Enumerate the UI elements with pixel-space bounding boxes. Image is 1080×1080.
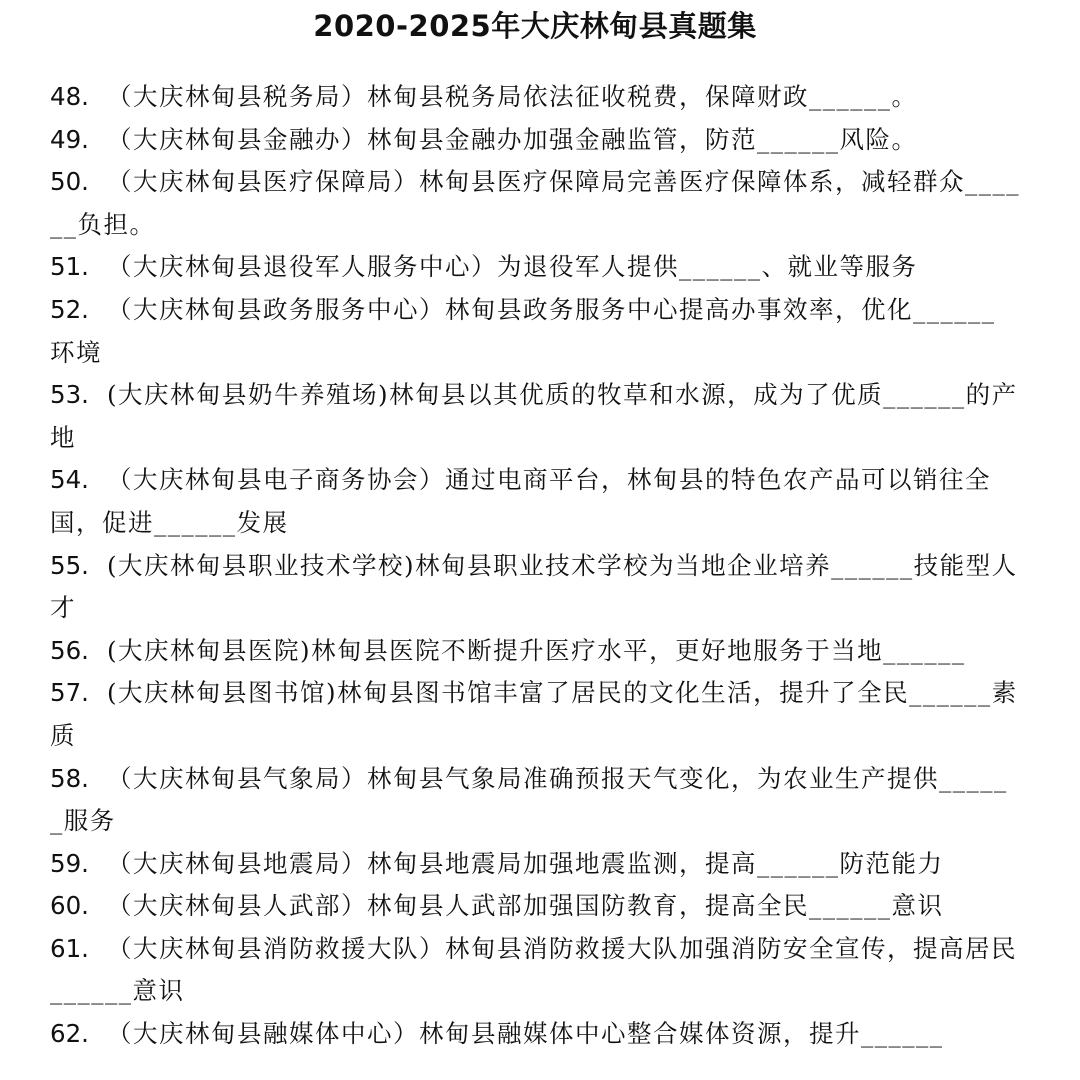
question-54 bbox=[50, 459, 1020, 544]
question-text: （大庆林甸县融媒体中心）林甸县融媒体中心整合媒体资源，提升______ bbox=[106, 1019, 944, 1049]
question-text: （大庆林甸县气象局）林甸县气象局准确预报天气变化，为农业生产提供______服务 bbox=[50, 763, 1008, 836]
question-52 bbox=[50, 289, 1020, 374]
question-number: 53. bbox=[50, 380, 89, 410]
question-49 bbox=[50, 119, 1020, 162]
question-text: (大庆林甸县职业技术学校)林甸县职业技术学校为当地企业培养______技能型人才 bbox=[50, 550, 1018, 623]
question-number: 51. bbox=[50, 252, 89, 282]
question-text: （大庆林甸县金融办）林甸县金融办加强金融监管，防范______风险。 bbox=[106, 124, 918, 154]
question-57 bbox=[50, 672, 1020, 757]
question-number: 59. bbox=[50, 848, 89, 878]
question-list bbox=[50, 76, 1020, 1056]
question-text: （大庆林甸县电子商务协会）通过电商平台，林甸县的特色农产品可以销往全国，促进______发展 bbox=[50, 465, 991, 537]
question-text: (大庆林甸县奶牛养殖场)林甸县以其优质的牧草和水源，成为了优质______的产地 bbox=[50, 380, 1018, 452]
question-51 bbox=[50, 246, 1020, 289]
question-number: 54. bbox=[50, 465, 89, 495]
question-50 bbox=[50, 161, 1020, 246]
question-text: （大庆林甸县地震局）林甸县地震局加强地震监测，提高______防范能力 bbox=[106, 848, 944, 878]
document-title: 2020-2025年大庆林甸县真题集 bbox=[313, 9, 757, 43]
question-59 bbox=[50, 843, 1020, 886]
question-number: 62. bbox=[50, 1019, 89, 1049]
question-number: 50. bbox=[50, 167, 89, 197]
question-55 bbox=[50, 545, 1020, 630]
question-58 bbox=[50, 758, 1020, 843]
question-48 bbox=[50, 76, 1020, 119]
question-56 bbox=[50, 630, 1020, 673]
question-number: 57. bbox=[50, 678, 89, 708]
question-text: （大庆林甸县医疗保障局）林甸县医疗保障局完善医疗保障体系，减轻群众______负担。 bbox=[50, 167, 1020, 239]
question-number: 58. bbox=[50, 763, 89, 793]
question-60 bbox=[50, 885, 1020, 928]
question-62 bbox=[50, 1013, 1020, 1056]
question-number: 48. bbox=[50, 82, 89, 111]
question-number: 49. bbox=[50, 124, 89, 154]
question-text: （大庆林甸县消防救援大队）林甸县消防救援大队加强消防安全宣传，提高居民______意识 bbox=[50, 933, 1017, 1006]
question-text: （大庆林甸县政务服务中心）林甸县政务服务中心提高办事效率，优化______环境 bbox=[50, 294, 996, 367]
question-text: （大庆林甸县人武部）林甸县人武部加强国防教育，提高全民______意识 bbox=[106, 891, 944, 921]
question-number: 52. bbox=[50, 294, 89, 324]
question-number: 55. bbox=[50, 550, 89, 580]
question-text: （大庆林甸县退役军人服务中心）为退役军人提供______、就业等服务 bbox=[106, 252, 918, 282]
question-text: (大庆林甸县医院)林甸县医院不断提升医疗水平，更好地服务于当地______ bbox=[106, 635, 966, 665]
question-61 bbox=[50, 928, 1020, 1013]
question-number: 60. bbox=[50, 891, 89, 921]
question-53 bbox=[50, 374, 1020, 459]
question-text: （大庆林甸县税务局）林甸县税务局依法征收税费，保障财政______。 bbox=[106, 82, 918, 111]
question-number: 61. bbox=[50, 933, 89, 963]
question-number: 56. bbox=[50, 635, 89, 665]
question-text: (大庆林甸县图书馆)林甸县图书馆丰富了居民的文化生活，提升了全民______素质 bbox=[50, 678, 1018, 750]
